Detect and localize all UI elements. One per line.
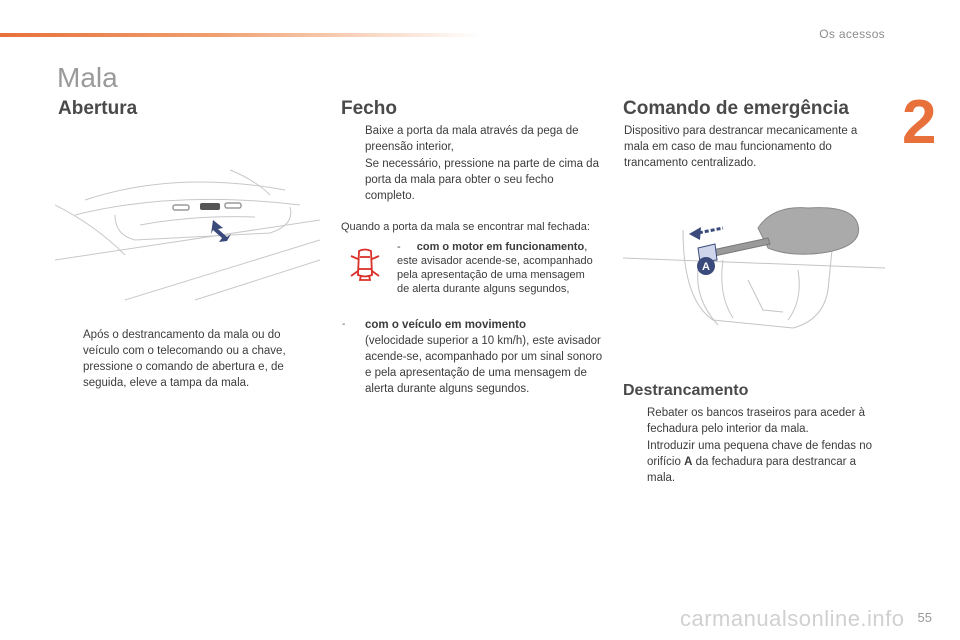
destrancamento-heading: Destrancamento [623,382,749,399]
case-2 [342,317,604,397]
destrancamento-bullet-1-text: Rebater os bancos traseiros para aceder à fechadura pelo interior da mala. [647,407,865,435]
fecho-bullet-2 [342,156,604,204]
section-label: Os acessos [819,27,885,41]
comando-text: Dispositivo para destrancar mecanicamente a mala em caso de mau funcionamento do trancamento centralizado. [624,125,858,169]
abertura-heading: Abertura [58,98,138,119]
trunk-handle-illustration [55,165,320,305]
case-1-text: , este avisador acende-se, acompanhado pela apresentação de uma mensagem de alerta durante alguns segundos, [397,241,593,295]
abertura-bullet [60,327,305,391]
fecho-bullet-1-text: Baixe a porta da mala através da pega de preensão interior, [365,125,579,153]
case-2-text: (velocidade superior a 10 km/h), este avisador acende-se, acompanhado por um sinal sonoro e pela apresentação de uma mensagem de alerta durante alguns segundos. [365,335,603,395]
dash-marker: - [397,241,401,253]
page-title: Mala [57,62,118,93]
emergency-lock-illustration [623,200,885,335]
bullet-2-pre: Introduzir uma pequena chave de fendas no orifício [647,440,873,468]
bullet-2-bold: A [684,456,693,468]
case-1-bold: com o motor em funcionamento [416,241,585,253]
header-accent-bar [0,33,480,37]
push-arrow-icon [689,227,701,240]
case-2-bold: com o veículo em movimento [365,319,527,331]
door-open-warning-icon [348,247,382,281]
fecho-bullet-1 [342,123,604,155]
watermark: carmanualsonline.info [680,606,905,631]
bullet-2-post: da fechadura para destrancar a mala. [647,456,857,484]
hand-shape [758,208,859,255]
abertura-text: Após o destrancamento da mala ou do veículo com o telecomando ou a chave, pressione o comando de abertura e, de seguida, eleve a tampa da mala. [83,329,286,389]
dash-marker: - [342,319,346,330]
warning-intro: Quando a porta da mala se encontrar mal fechada: [341,221,590,233]
fecho-heading: Fecho [341,98,397,119]
chapter-number: 2 [902,88,937,157]
marker-a-label: A [702,261,710,273]
destrancamento-bullet-2 [624,438,886,486]
destrancamento-bullet-1 [624,405,886,437]
fecho-bullet-2-text: Se necessário, pressione na parte de cima da porta da mala para obter o seu fecho completo. [365,158,599,202]
trunk-switch-shape [200,203,220,210]
case-1 [397,240,597,296]
page-number: 55 [917,610,932,625]
press-arrow-icon [211,220,231,242]
comando-heading: Comando de emergência [623,98,849,119]
